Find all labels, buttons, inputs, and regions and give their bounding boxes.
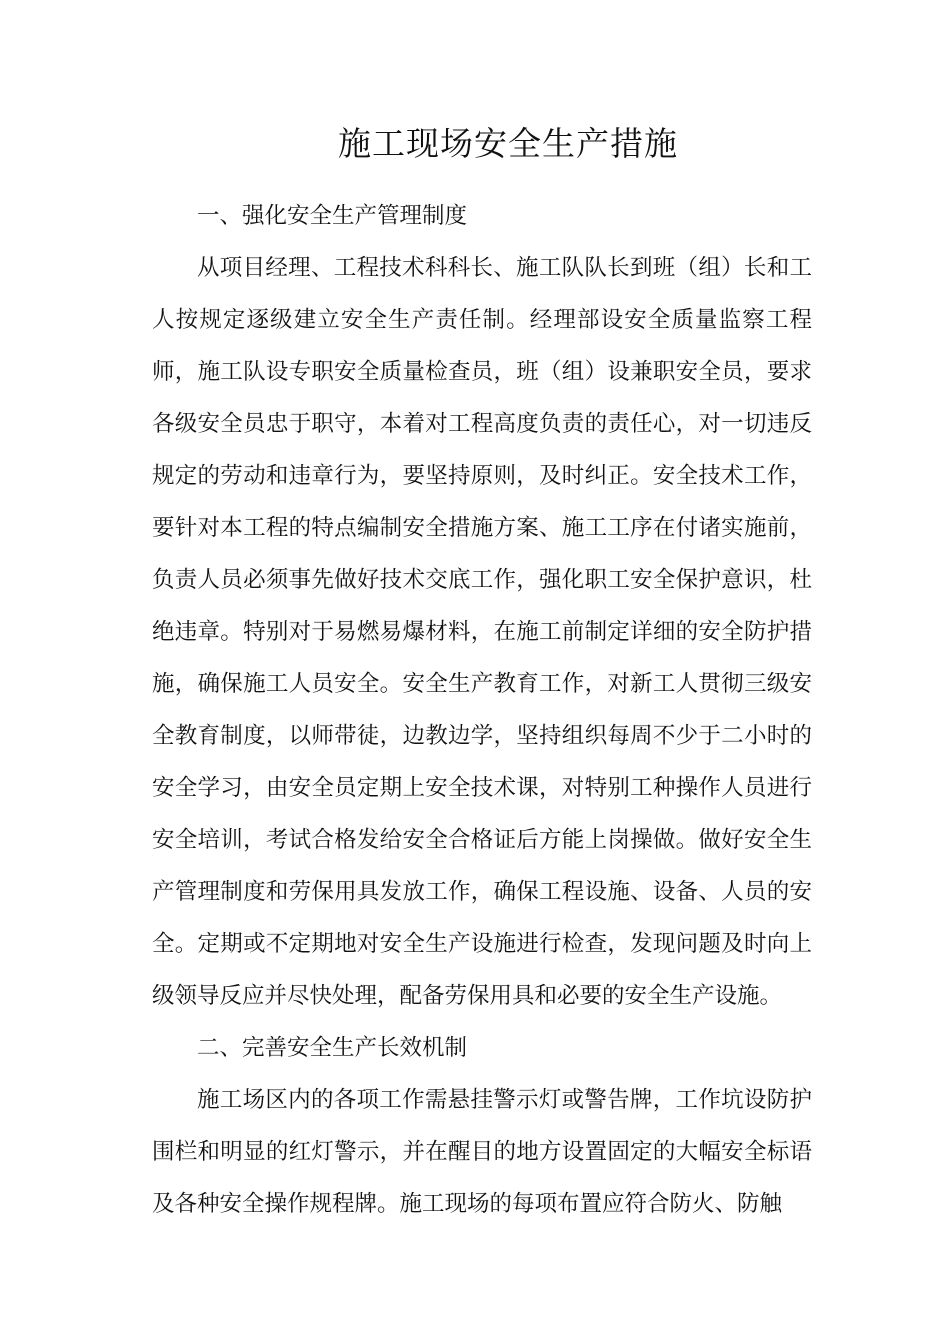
section-2-heading: 二、完善安全生产长效机制 <box>197 1035 468 1061</box>
document-title: 施工现场安全生产措施 <box>338 124 678 163</box>
document-body <box>152 190 812 1230</box>
section-2-paragraph: 施工场区内的各项工作需悬挂警示灯或警告牌，工作坑设防护围栏和明显的红灯警示，并在醒目的地方设置固定的大幅安全标语及各种安全操作规程牌。施工现场的每项布置应符合防火、防触 <box>152 1087 812 1217</box>
section-1-heading: 一、强化安全生产管理制度 <box>197 203 468 229</box>
section-1-paragraph: 从项目经理、工程技术科科长、施工队队长到班（组）长和工人按规定逐级建立安全生产责任制。经理部设安全质量监察工程师，施工队设专职安全质量检查员，班（组）设兼职安全员，要求各级安全员忠于职守，本着对工程高度负责的责任心，对一切违反规定的劳动和违章行为，要坚持原则，及时纠正。安全技术工作，要针对本工程的特点编制安全措施方案、施工工序在付诸实施前，负责人员必须事先做好技术交底工作，强化职工安全保护意识，杜绝违章。特别对于易燃易爆材料，在施工前制定详细的安全防护措施，确保施工人员安全。安全生产教育工作，对新工人贯彻三级安全教育制度，以师带徒，边教边学，坚持组织每周不少于二小时的安全学习，由安全员定期上安全技术课，对特别工种操作人员进行安全培训，考试合格发给安全合格证后方能上岗操做。做好安全生产管理制度和劳保用具发放工作，确保工程设施、设备、人员的安全。定期或不定期地对安全生产设施进行检查，发现问题及时向上级领导反应并尽快处理，配备劳保用具和必要的安全生产设施。 <box>152 255 812 1009</box>
